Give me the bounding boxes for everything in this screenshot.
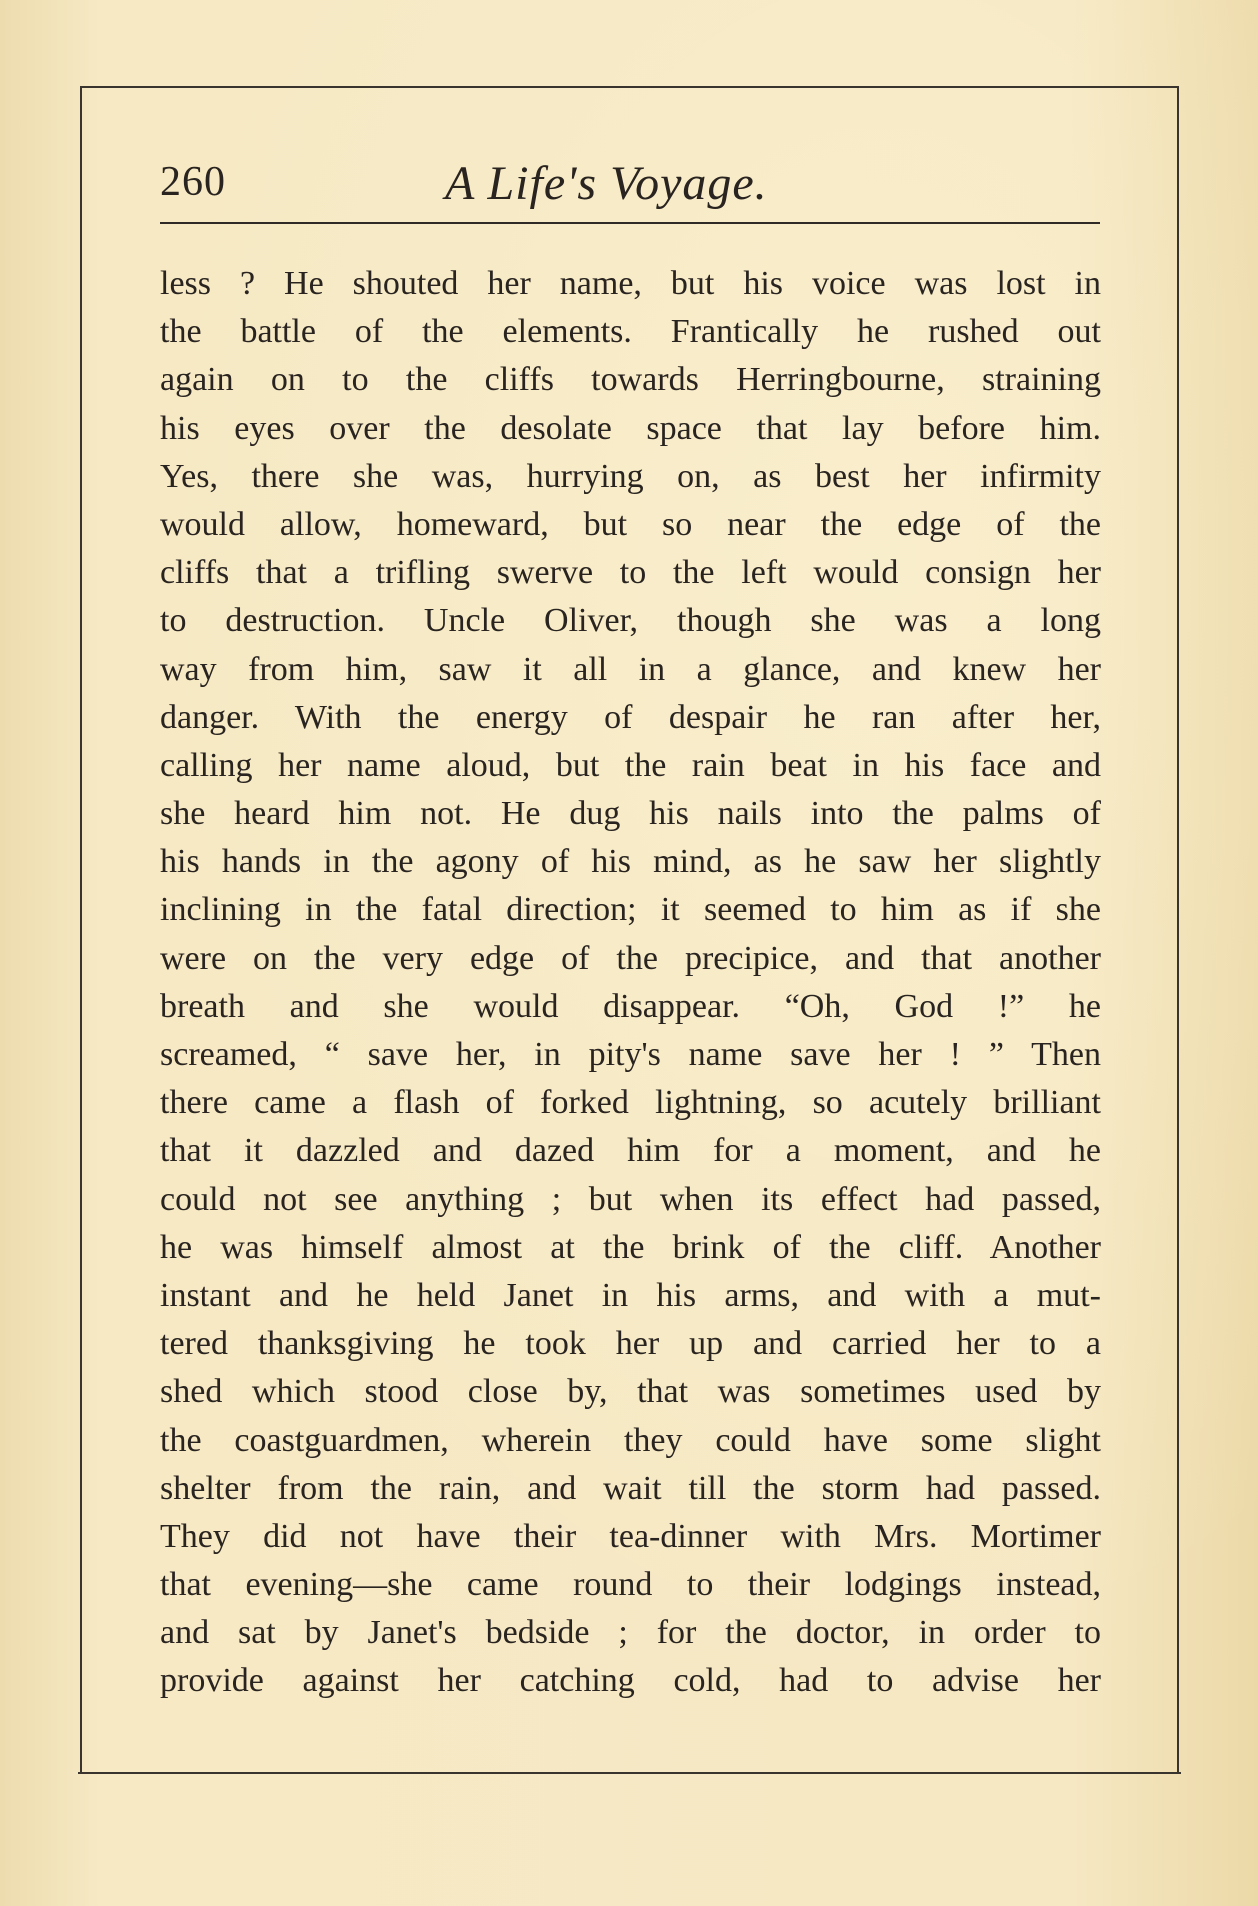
text-line: breath and she would disappear. “Oh, God !” he bbox=[160, 987, 1101, 1025]
text-line: were on the very edge of the precipice, and that another bbox=[160, 939, 1101, 977]
text-line: shed which stood close by, that was sometimes used by bbox=[160, 1373, 1101, 1411]
text-line: to destruction. Uncle Oliver, though she was a long bbox=[160, 602, 1101, 640]
header-rule bbox=[160, 222, 1100, 224]
text-line: way from him, saw it all in a glance, and knew her bbox=[160, 650, 1101, 688]
text-line: provide against her catching cold, had to advise her bbox=[160, 1662, 1101, 1700]
text-line: instant and he held Janet in his arms, and with a mut- bbox=[160, 1276, 1101, 1314]
text-line: she heard him not. He dug his nails into the palms of bbox=[160, 795, 1101, 833]
text-line: that evening—she came round to their lodgings instead, bbox=[160, 1566, 1101, 1604]
text-line: shelter from the rain, and wait till the storm had passed. bbox=[160, 1469, 1101, 1507]
text-line: screamed, “ save her, in pity's name save her ! ” Then bbox=[160, 1036, 1101, 1073]
text-line: the battle of the elements. Frantically he rushed out bbox=[160, 313, 1101, 351]
text-line: his hands in the agony of his mind, as he saw her slightly bbox=[160, 843, 1101, 881]
text-line: less ? He shouted her name, but his voice was lost in bbox=[160, 265, 1101, 302]
text-line: calling her name aloud, but the rain beat in his face and bbox=[160, 746, 1101, 784]
page-header bbox=[160, 150, 1100, 220]
text-line: cliffs that a trifling swerve to the left would consign her bbox=[160, 554, 1101, 592]
text-line: They did not have their tea-dinner with Mrs. Mortimer bbox=[160, 1517, 1101, 1555]
page-number: 260 bbox=[160, 159, 226, 205]
text-line: would allow, homeward, but so near the edge of the bbox=[160, 505, 1101, 543]
running-title: A Life's Voyage. bbox=[445, 157, 768, 210]
text-line: there came a flash of forked lightning, so acutely brilliant bbox=[160, 1084, 1101, 1122]
page-border-bottom bbox=[78, 1772, 1181, 1774]
text-line: his eyes over the desolate space that lay before him. bbox=[160, 409, 1101, 447]
text-line: Yes, there she was, hurrying on, as best her infirmity bbox=[160, 457, 1101, 495]
text-line: he was himself almost at the brink of the cliff. Another bbox=[160, 1228, 1101, 1266]
text-line: the coastguardmen, wherein they could have some slight bbox=[160, 1421, 1101, 1459]
text-line: danger. With the energy of despair he ran after her, bbox=[160, 698, 1101, 736]
text-line: tered thanksgiving he took her up and carried her to a bbox=[160, 1325, 1101, 1363]
text-line: and sat by Janet's bedside ; for the doctor, in order to bbox=[160, 1614, 1101, 1652]
text-line: that it dazzled and dazed him for a moment, and he bbox=[160, 1132, 1101, 1170]
text-line: inclining in the fatal direction; it seemed to him as if she bbox=[160, 891, 1101, 929]
text-line: could not see anything ; but when its effect had passed, bbox=[160, 1180, 1101, 1218]
body-text bbox=[160, 260, 1101, 1706]
text-line: again on to the cliffs towards Herringbourne, straining bbox=[160, 361, 1101, 399]
